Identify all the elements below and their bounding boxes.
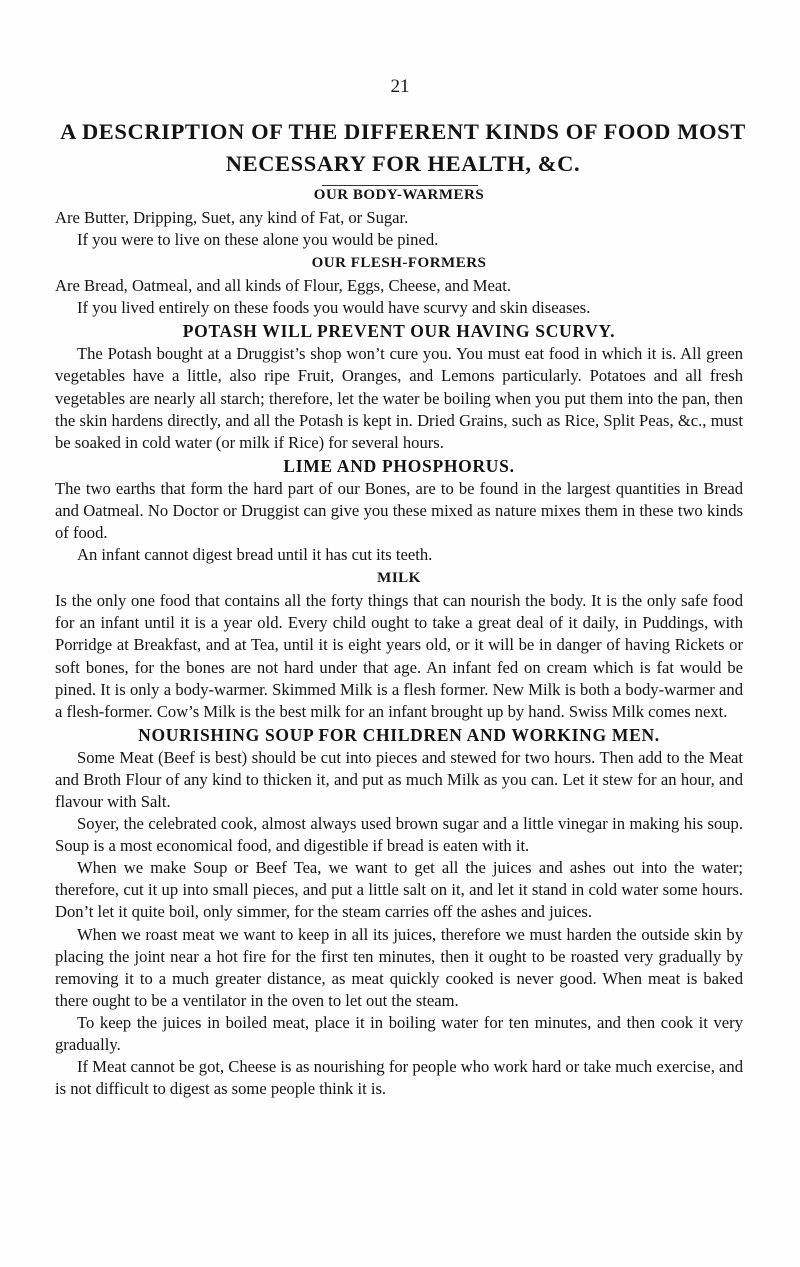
paragraph: If Meat cannot be got, Cheese is as nourishing for people who work hard or take much exercise, and is not difficult to digest as some people think it is. bbox=[55, 1057, 743, 1099]
paragraph: If you were to live on these alone you would be pined. bbox=[77, 230, 439, 250]
paragraph: Is the only one food that contains all the forty things that can nourish the body. It is the only safe food for an infant until it is a year old. Every child ought to take a great deal of it daily, in Puddings, with Porridge at Breakfast, and at Tea, until it is eight years old, or it will be in danger of having Rickets or soft bones, for the bones are not hard under that age. An infant fed on cream which is fat would be pined. It is only a body-warmer. Skimmed Milk is a flesh former. New Milk is both a body-warmer and a flesh-former. Cow’s Milk is the best milk for an infant brought up by hand. Swiss Milk comes next. bbox=[55, 591, 743, 721]
heading-milk: MILK bbox=[377, 570, 421, 587]
heading-nourishing-soup: NOURISHING SOUP FOR CHILDREN AND WORKING MEN. bbox=[138, 724, 660, 745]
page-title: A DESCRIPTION OF THE DIFFERENT KINDS OF FOOD MOST NECESSARY FOR HEALTH, &C. bbox=[60, 119, 746, 176]
paragraph: If you lived entirely on these foods you would have scurvy and skin diseases. bbox=[77, 298, 591, 318]
paragraph: The Potash bought at a Druggist’s shop won’t cure you. You must eat food in which it is. All green vegetables have a little, also ripe Fruit, Oranges, and Lemons particularly. Potatoes and all fresh vegetables are nearly all starch; therefore, let the water be boiling when you put them into the pan, then the skin hardens directly, and all the Potash is kept in. Dried Grains, such as Rice, Split Peas, &c., must be soaked in cold water (or milk if Rice) for several hours. bbox=[55, 344, 743, 452]
paragraph: An infant cannot digest bread until it has cut its teeth. bbox=[77, 545, 433, 565]
paragraph: Soyer, the celebrated cook, almost always used brown sugar and a little vinegar in making his soup. Soup is a most economical food, and digestible if bread is eaten with it. bbox=[55, 814, 743, 856]
paragraph: Are Bread, Oatmeal, and all kinds of Flour, Eggs, Cheese, and Meat. bbox=[55, 276, 512, 296]
paragraph: The two earths that form the hard part of our Bones, are to be found in the largest quantities in Bread and Oatmeal. No Doctor or Druggist can give you these mixed as nature mixes them in these two kinds of food. bbox=[55, 478, 743, 543]
page-number: 21 bbox=[390, 76, 410, 97]
paragraph: Some Meat (Beef is best) should be cut into pieces and stewed for two hours. Then add to the Meat and Broth Flour of any kind to thicken it, and put as much Milk as you can. Let it stew for an hour, and flavour with Salt. bbox=[55, 747, 743, 811]
paragraph: Are Butter, Dripping, Suet, any kind of Fat, or Sugar. bbox=[55, 208, 409, 227]
heading-body-warmers: OUR BODY-WARMERS bbox=[313, 187, 485, 203]
heading-flesh-formers: OUR FLESH-FORMERS bbox=[311, 255, 487, 272]
paragraph: To keep the juices in boiled meat, place it in boiling water for ten minutes, and then cook it very gradually. bbox=[55, 1012, 743, 1054]
paragraph: When we make Soup or Beef Tea, we want to get all the juices and ashes out into the water; therefore, cut it up into small pieces, and put a little salt on it, and let it stand in cold water some hours. Don’t let it quite boil, only simmer, for the steam carries off the ashes and juices. bbox=[55, 858, 743, 922]
heading-lime-phosphorus: LIME AND PHOSPHORUS. bbox=[283, 455, 515, 476]
heading-potash: POTASH WILL PREVENT OUR HAVING SCURVY. bbox=[182, 321, 616, 342]
paragraph: When we roast meat we want to keep in all its juices, therefore we must harden the outside skin by placing the joint near a hot fire for the first ten minutes, then it ought to be roasted very gradually by removing it to a much greater distance, as meat quickly cooked is never good. When meat is baked there ought to be a ventilator in the oven to let out the steam. bbox=[55, 924, 743, 1010]
page-body bbox=[55, 183, 743, 1100]
